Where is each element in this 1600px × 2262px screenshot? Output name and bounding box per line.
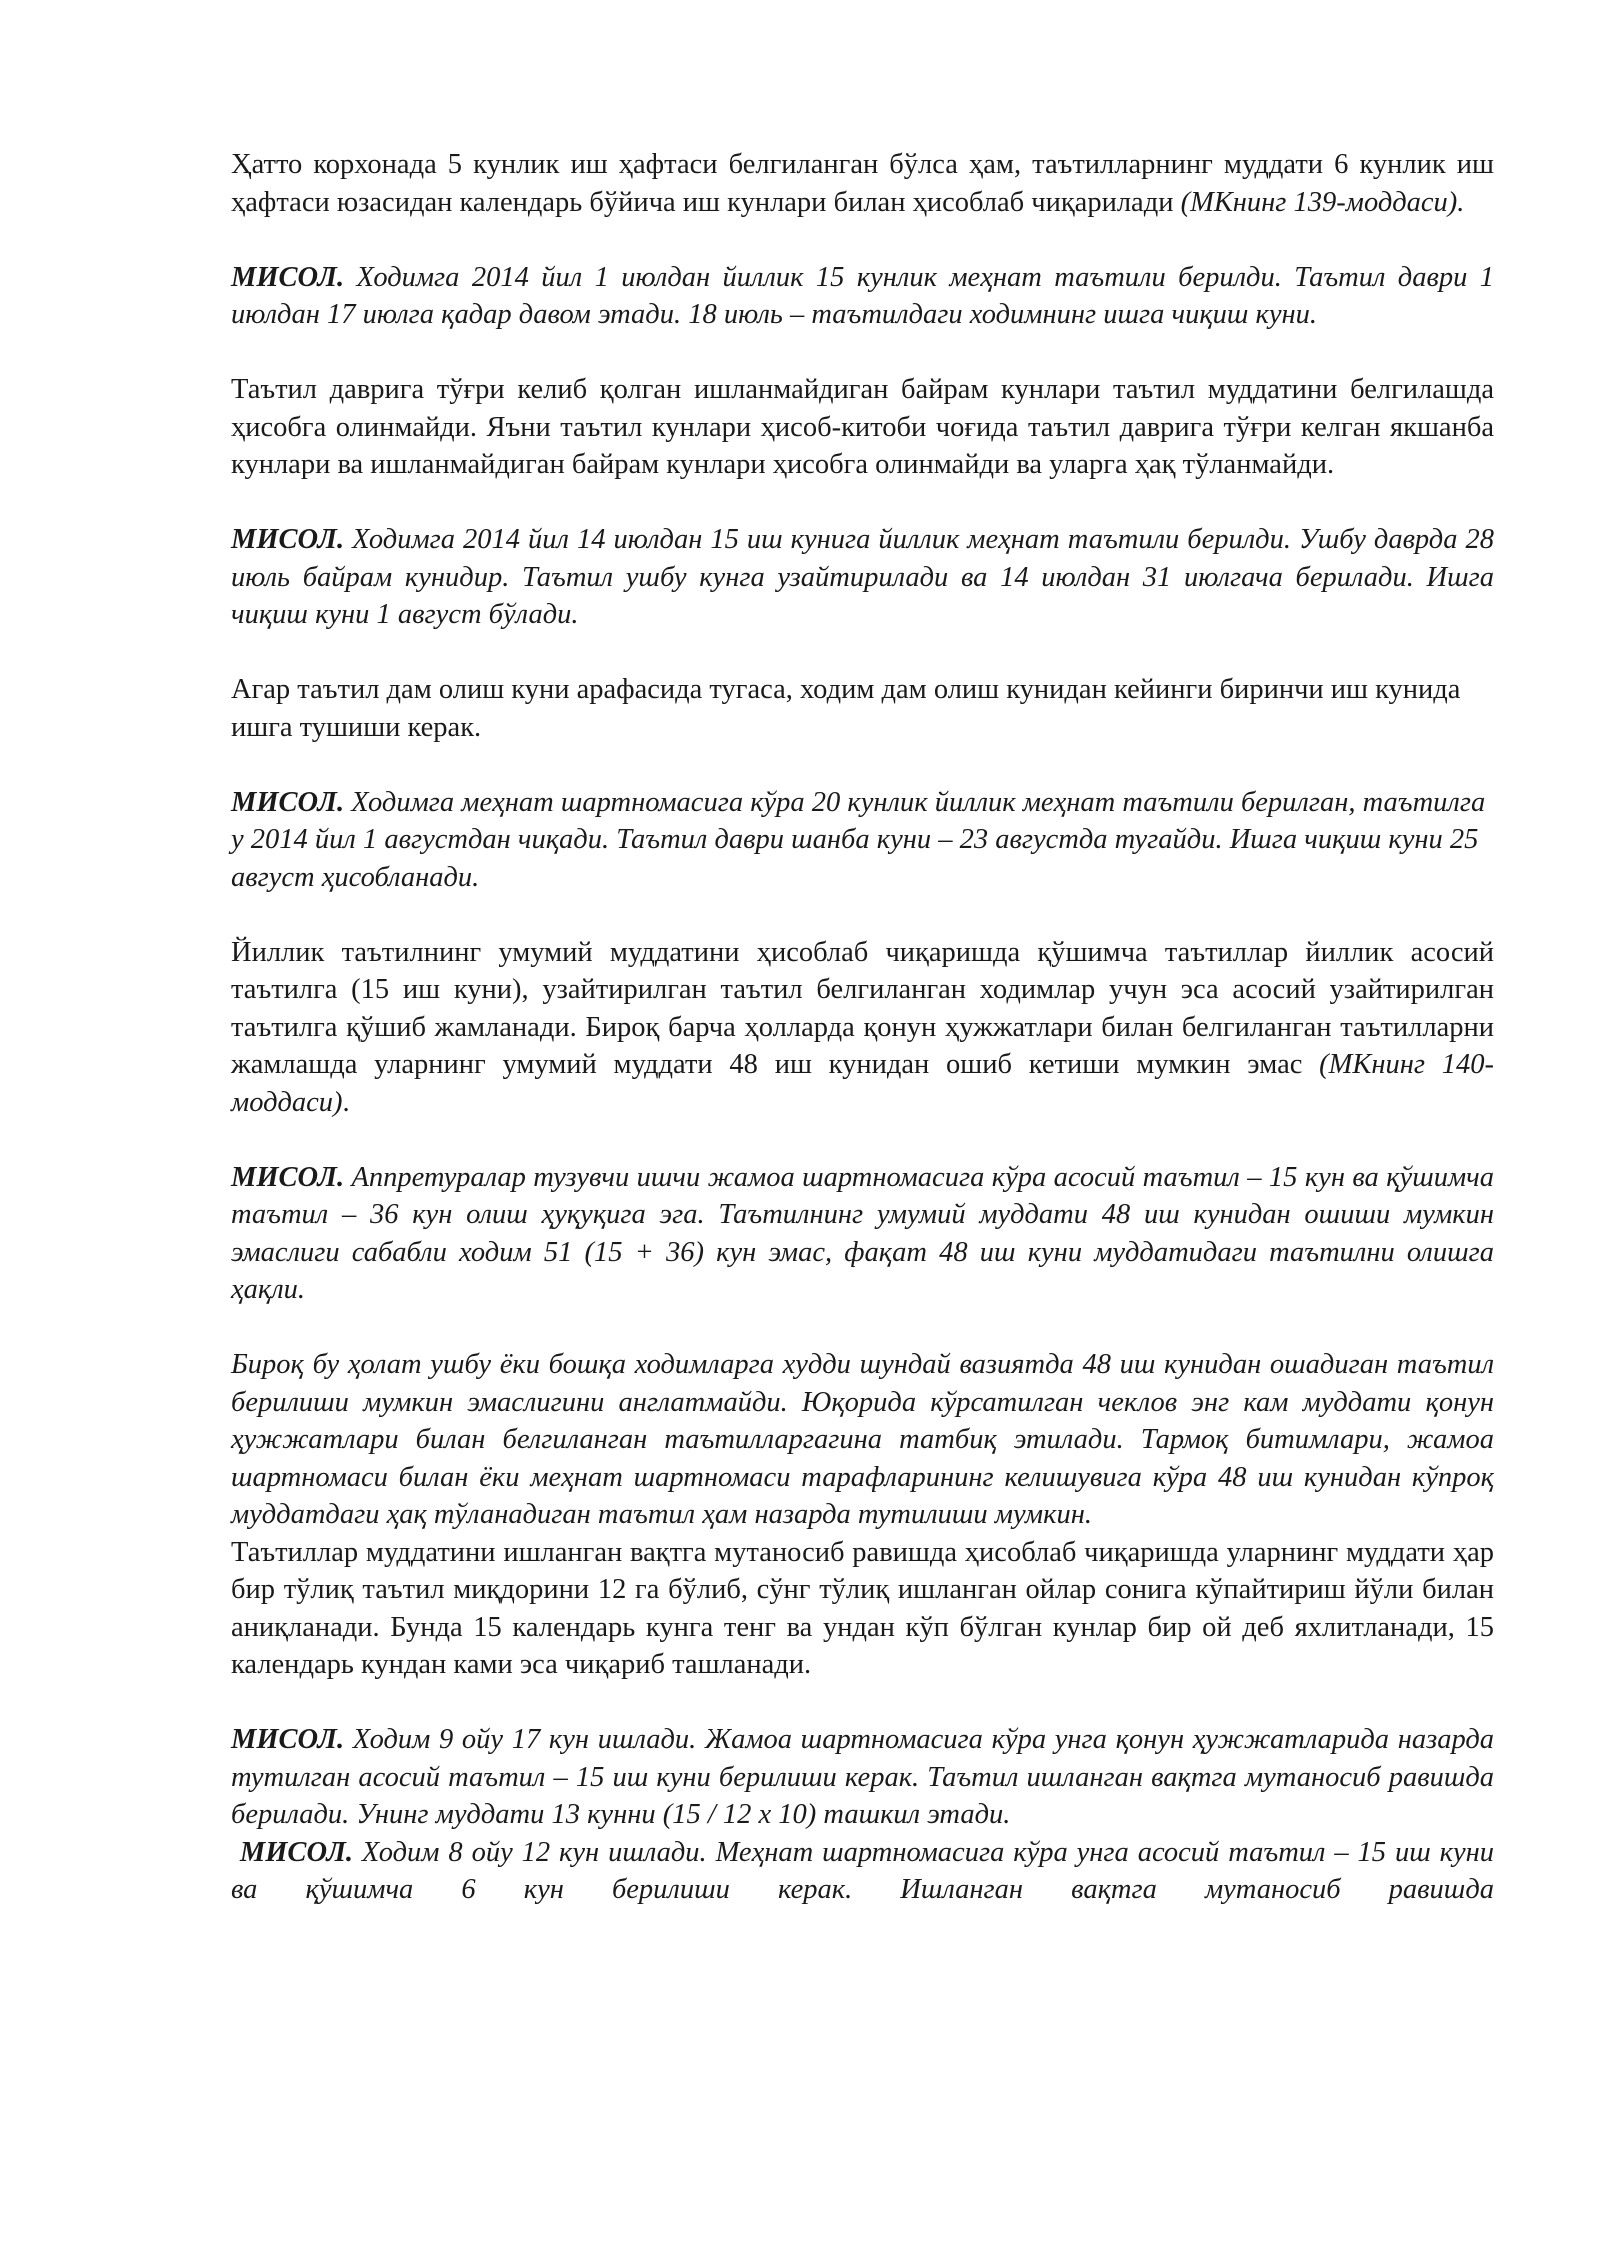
paragraph-text: Таътил даврига тўғри келиб қолган ишланмайдиган байрам кунлари таътил муддатини белгилашда ҳисобга олинмайди. Яъни таътил кунлари ҳисоб-китоби чоғида таътил даврига тўғри келган якшанба кунлари ва ишланмайдиган байрам кунлари ҳисобга олинмайди ва уларга ҳақ тўланмайди. (231, 374, 1494, 480)
example-label: МИСОЛ. (239, 1836, 353, 1868)
paragraph-vacation-6day-week (231, 146, 1494, 221)
paragraph-holidays-not-counted (231, 371, 1494, 484)
paragraph-spacer (231, 221, 1494, 259)
paragraph-spacer (231, 746, 1494, 784)
paragraph-spacer (231, 484, 1494, 522)
paragraph-spacer (231, 1309, 1494, 1347)
paragraph-total-duration-limit (231, 934, 1494, 1122)
paragraph-text: Йиллик таътилнинг умумий муддатини ҳисоблаб чиқаришда қўшимча таътиллар йиллик асосий таътилга (15 иш куни), узайтирилган таътил белгиланган ходимлар учун эса асосий узайтирилган таътилга қўшиб жамланади. Бироқ барча ҳолларда қонун ҳужжатлари билан белгиланган таътилларни жамлашда уларнинг умумий муддати 48 иш кунидан ошиб кетиши мумкин эмас (231, 936, 1494, 1080)
example-paragraph-3 (231, 784, 1494, 897)
paragraph-spacer (231, 634, 1494, 672)
example-paragraph-4 (231, 1159, 1494, 1309)
paragraph-text: Ҳатто корхонада 5 кунлик иш ҳафтаси белгиланган бўлса ҳам, таътилларнинг муддати 6 кунлик иш ҳафтаси юзасидан календарь бўйича иш кунлари билан ҳисоблаб чиқарилади (231, 149, 1494, 218)
example-paragraph-6 (231, 1834, 1494, 1909)
paragraph-spacer (231, 1121, 1494, 1159)
example-text: Ходимга меҳнат шартномасига кўра 20 кунлик йиллик меҳнат таътили берилган, таътилга у 2014 йил 1 августдан чиқади. Таътил даври шанба куни – 23 августда тугайди. Ишга чиқиш куни 25 август ҳисобланади. (231, 786, 1486, 893)
paragraph-tail: . (342, 1086, 350, 1118)
example-text: Аппретуралар тузувчи ишчи жамоа шартномасига кўра асосий таътил – 15 кун ва қўшимча таътил – 36 кун олиш ҳуқуқига эга. Таътилнинг умумий муддати 48 иш кунидан ошиши мумкин эмаслиги сабабли ходим 51 (15 + 36) кун эмас, фақат 48 иш куни муддатидаги таътилни олишга ҳақли. (231, 1161, 1494, 1305)
example-label: МИСОЛ. (231, 786, 345, 818)
paragraph-proportional-calculation (231, 1534, 1494, 1684)
example-label: МИСОЛ. (231, 1161, 345, 1193)
paragraph-spacer (231, 896, 1494, 934)
example-paragraph-5 (231, 1721, 1494, 1834)
example-text: Ходим 8 ойу 12 кун ишлади. Меҳнат шартномасига кўра унга асосий таътил – 15 иш куни ва қўшимча 6 кун берилиши керак. Ишланган вақтга мутаносиб равишда (231, 1836, 1494, 1905)
paragraph-text: Таътиллар муддатини ишланган вақтга мутаносиб равишда ҳисоблаб чиқаришда уларнинг муддати ҳар бир тўлиқ таътил миқдорини 12 га бўлиб, сўнг тўлиқ ишланган ойлар сонига кўпайтириш йўли билан аниқланади. Бунда 15 календарь кунга тенг ва ундан кўп бўлган кунлар бир ой деб яхлитланади, 15 календарь кундан ками эса чиқариб ташланади. (231, 1536, 1494, 1680)
example-text: Ходимга 2014 йил 1 июлдан йиллик 15 кунлик меҳнат таътили берилди. Таътил даври 1 июлдан 17 июлга қадар давом этади. 18 июль – таътилдаги ходимнинг ишга чиқиш куни. (231, 261, 1494, 330)
example-paragraph-2 (231, 521, 1494, 634)
paragraph-spacer (231, 334, 1494, 372)
example-paragraph-1 (231, 259, 1494, 334)
paragraph-text: Агар таътил дам олиш куни арафасида тугаса, ходим дам олиш кунидан кейинги биринчи иш кунида ишга тушиши керак. (231, 674, 1461, 743)
example-text: Ходимга 2014 йил 14 июлдан 15 иш кунига йиллик меҳнат таътили берилди. Ушбу даврда 28 июль байрам кунидир. Таътил ушбу кунга узайтирилади ва 14 июлдан 31 июлгача берилади. Ишга чиқиш куни 1 август бўлади. (231, 524, 1494, 630)
paragraph-spacer (231, 1684, 1494, 1722)
example-label: МИСОЛ. (231, 524, 345, 555)
example-label: МИСОЛ. (231, 1724, 345, 1755)
example-label: МИСОЛ. (231, 261, 345, 293)
example-text: Ходим 9 ойу 17 кун ишлади. Жамоа шартномасига кўра унга қонун ҳужжатларида назарда тутилган асосий таътил – 15 иш куни берилиши керак. Таътил ишланган вақтга мутаносиб равишда берилади. Унинг муддати 13 кунни (15 / 12 х 10) ташкил этади. (231, 1724, 1494, 1830)
law-reference: (МКнинг 139-моддаси). (1180, 186, 1465, 218)
law-reference: (МКнинг 140-моддаси) (231, 1049, 1494, 1118)
paragraph-return-after-weekend (231, 671, 1494, 746)
paragraph-exceptions (231, 1346, 1494, 1534)
paragraph-text: Бироқ бу ҳолат ушбу ёки бошқа ходимларга худди шундай вазиятда 48 иш кунидан ошадиган таътил берилиши мумкин эмаслигини англатмайди. Юқорида кўрсатилган чеклов энг кам муддати қонун ҳужжатлари билан белгиланган таътилларгагина татбиқ этилади. Тармоқ битимлари, жамоа шартномаси билан ёки меҳнат шартномаси тарафларининг келишувига кўра 48 иш кунидан кўпроқ муддатдаги ҳақ тўланадиган таътил ҳам назарда тутилиши мумкин. (231, 1349, 1494, 1530)
